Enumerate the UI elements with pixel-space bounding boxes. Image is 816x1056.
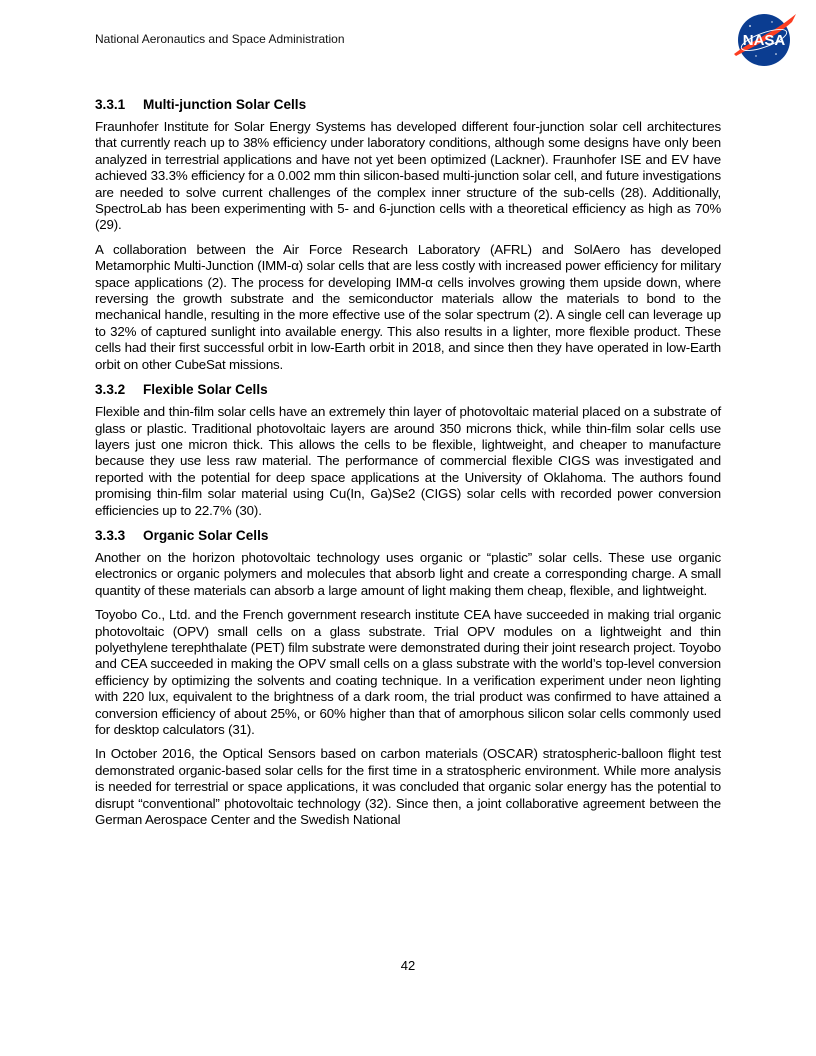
section-heading-3-3-2 xyxy=(95,381,721,398)
section-title: Flexible Solar Cells xyxy=(143,382,268,398)
paragraph: A collaboration between the Air Force Research Laboratory (AFRL) and SolAero has developed Metamorphic Multi-Junction (IMM-α) solar cells that are less costly with increased power efficiency for military space applications (2). The process for developing IMM-α cells involves growing them upside down, where reversing the growth substrate and the semiconductor materials allow the materials to bond to the mechanical handle, resulting in the more effective use of the solar spectrum (2). A single cell can leverage up to 32% of captured sunlight into available energy. This also results in a lighter, more flexible product. These cells had their first successful orbit in low-Earth orbit in 2018, and since then they have operated in low-Earth orbit on other CubeSat missions. xyxy=(95,241,721,372)
section-heading-3-3-1 xyxy=(95,96,721,113)
section-title: Multi-junction Solar Cells xyxy=(143,97,307,112)
nasa-logo xyxy=(730,10,798,68)
paragraph: Fraunhofer Institute for Solar Energy Systems has developed different four-junction solar cell architectures that currently reach up to 38% efficiency under laboratory conditions, although some designs have only been analyzed in terrestrial applications and have not yet been optimized (Lackner). Fraunhofer ISE and EV have achieved 33.3% efficiency for a 0.002 mm thin silicon-based multi-junction solar cell, and future investigations are needed to solve current challenges of the complex inner structure of the sub-cells (28). Additionally, SpectroLab has been experimenting with 5- and 6-junction cells with a theoretical efficiency as high as 70% (29). xyxy=(95,119,721,233)
paragraph: Flexible and thin-film solar cells have an extremely thin layer of photovoltaic material placed on a substrate of glass or plastic. Traditional photovoltaic layers are around 350 microns thick, while thin-film solar cells use layers just one micron thick. This allows the cells to be flexible, lightweight, and cheaper to manufacture because they use less raw material. The performance of commercial flexible CIGS was investigated and reported with the potential for deep space applications at the University of Oklahoma. The authors found promising thin-film solar material using Cu(In, Ga)Se2 (CIGS) solar cells with recorded power conversion efficiencies up to 22.7% (30). xyxy=(95,404,721,518)
paragraph: Another on the horizon photovoltaic technology uses organic or “plastic” solar cells. These use organic electronics or organic polymers and molecules that absorb light and create a corresponding charge. A small quantity of these materials can absorb a large amount of light making them cheap, flexible, and lightweight. xyxy=(95,549,721,598)
page-number: 42 xyxy=(400,958,416,973)
paragraph: In October 2016, the Optical Sensors based on carbon materials (OSCAR) stratospheric-balloon flight test demonstrated organic-based solar cells for the first time in a stratospheric environment. While more analysis is needed for terrestrial or space applications, it was concluded that organic solar energy has the potential to disrupt “conventional” photovoltaic technology (32). Since then, a joint collaborative agreement between the German Aerospace Center and the Swedish National xyxy=(95,746,721,828)
paragraph: Toyobo Co., Ltd. and the French government research institute CEA have succeeded in making trial organic photovoltaic (OPV) small cells on a glass substrate. Trial OPV modules on a lightweight and thin polyethylene terephthalate (PET) film substrate were demonstrated during their joint research project. Toyobo and CEA succeeded in making the OPV small cells on a glass substrate with the world’s top-level conversion efficiency by optimizing the solvents and coating technique. In a verification experiment under neon lighting with 220 lux, equivalent to the brightness of a dark room, the trial product was confirmed to have attained a conversion efficiency of about 25%, or 60% higher than that of amorphous silicon solar cells commonly used for desktop calculators (31). xyxy=(95,607,721,737)
section-number: 3.3.3 xyxy=(95,527,126,543)
section-number: 3.3.2 xyxy=(95,382,126,398)
section-number: 3.3.1 xyxy=(95,97,126,112)
document-body xyxy=(95,96,721,836)
header-organization: National Aeronautics and Space Administration xyxy=(95,32,345,46)
section-heading-3-3-3 xyxy=(95,527,721,544)
section-title: Organic Solar Cells xyxy=(143,527,269,543)
nasa-logo-text: NASA xyxy=(742,32,786,49)
